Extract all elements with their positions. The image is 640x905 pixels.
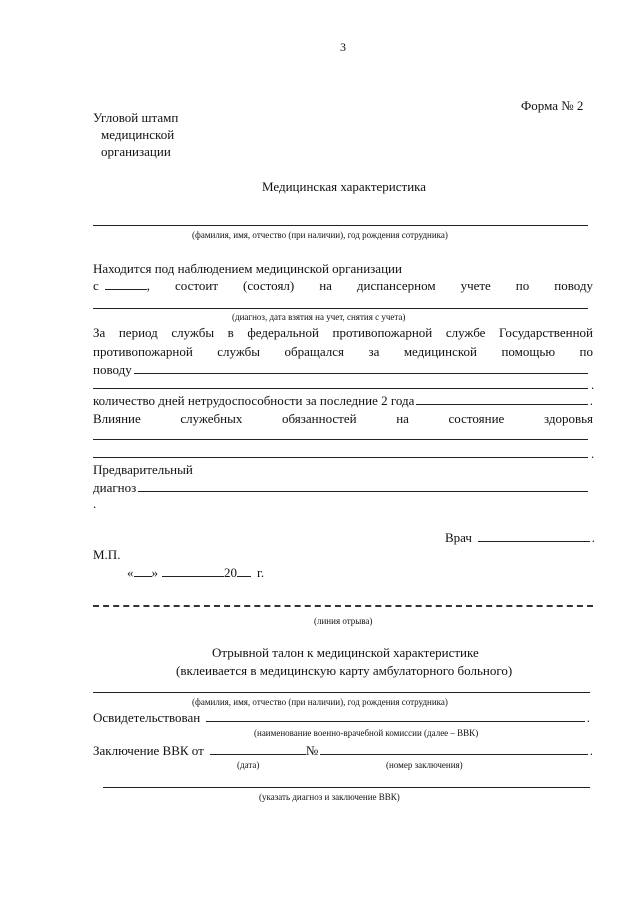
word: помощью	[501, 344, 556, 359]
since-words	[175, 279, 593, 292]
word: противопожарной	[332, 325, 433, 340]
vvk-number-field[interactable]	[320, 754, 588, 755]
doctor-signature-field[interactable]	[478, 541, 590, 542]
word: здоровья	[543, 411, 593, 426]
month-field[interactable]	[162, 576, 224, 577]
word: обращался	[284, 344, 344, 359]
word: учете	[460, 278, 491, 293]
prelim-label-1: Предварительный	[93, 462, 193, 477]
doctor-row: Врач .	[445, 530, 595, 545]
mp-label: М.П.	[93, 547, 121, 562]
year-suffix: г.	[257, 565, 265, 580]
date-row	[127, 566, 277, 579]
doctor-label: Врач	[445, 530, 472, 545]
influence-line	[93, 412, 593, 425]
examined-row: Освидетельствован .	[93, 710, 590, 725]
word: службы	[217, 344, 260, 359]
word: За	[93, 325, 106, 340]
stub-title-1: Отрывной талон к медицинской характеристике	[212, 645, 479, 660]
caption-commission: (наименование военно-врачебной комиссии (далее – ВВК)	[254, 728, 479, 738]
form-label: Форма № 2	[521, 98, 584, 113]
quote-close: »	[151, 565, 158, 580]
since-prefix: с	[93, 278, 99, 293]
reason-field-2[interactable]	[93, 388, 588, 389]
caption-diagnosis: (диагноз, дата взятия на учет, снятия с учета)	[232, 312, 406, 322]
stub-title-2: (вклеивается в медицинскую карту амбулаторного больного)	[176, 663, 513, 678]
word: по	[579, 344, 593, 359]
word: диспансерном	[356, 278, 436, 293]
word: на	[319, 278, 332, 293]
caption-tear-line: (линия отрыва)	[314, 616, 373, 626]
year-field[interactable]	[237, 576, 251, 577]
caption-final: (указать диагноз и заключение ВВК)	[259, 792, 400, 802]
word: по	[515, 278, 530, 293]
prelim-row	[93, 481, 590, 494]
word: обязанностей	[281, 411, 357, 426]
word: на	[396, 411, 409, 426]
word: в	[227, 325, 234, 340]
vvk-label: Заключение ВВК от	[93, 743, 204, 758]
word: федеральной	[247, 325, 319, 340]
since-row: с ,	[93, 278, 151, 293]
fio-field[interactable]	[93, 225, 588, 226]
quote-open: «	[127, 565, 134, 580]
word: состоит	[175, 278, 219, 293]
word: медицинской	[403, 344, 477, 359]
sick-days-row: количество дней нетрудоспособности за последние 2 года .	[93, 393, 593, 408]
reason-field[interactable]	[134, 373, 588, 374]
observation-text: Находится под наблюдением медицинской организации	[93, 261, 402, 276]
final-field[interactable]	[103, 787, 590, 788]
page-number: 3	[340, 40, 346, 54]
influence-field-1[interactable]	[93, 439, 588, 440]
influence-field-2[interactable]	[93, 457, 588, 458]
commission-field[interactable]	[206, 721, 585, 722]
word: служебных	[180, 411, 243, 426]
stub-fio-field[interactable]	[93, 692, 590, 693]
word: службы	[171, 325, 215, 340]
word: Влияние	[93, 411, 141, 426]
stamp-line-3: организации	[101, 144, 171, 159]
examined-label: Освидетельствован	[93, 710, 201, 725]
stamp-line-2: медицинской	[101, 127, 175, 142]
service-line-1	[93, 326, 593, 339]
word: Государственной	[498, 325, 593, 340]
word: период	[118, 325, 158, 340]
reason-label: поводу	[93, 362, 132, 377]
vvk-date-field[interactable]	[210, 754, 306, 755]
document-title: Медицинская характеристика	[262, 179, 427, 194]
word: поводу	[554, 278, 593, 293]
sick-days-label: количество дней нетрудоспособности за последние 2 года	[93, 393, 415, 408]
service-line-2	[93, 345, 593, 358]
vvk-row: Заключение ВВК от № .	[93, 743, 593, 758]
sick-days-field[interactable]	[416, 404, 587, 405]
reason-row	[93, 363, 590, 376]
caption-stub-fio: (фамилия, имя, отчество (при наличии), год рождения сотрудника)	[192, 697, 448, 707]
caption-fio: (фамилия, имя, отчество (при наличии), год рождения сотрудника)	[192, 230, 448, 240]
tear-line	[93, 605, 593, 607]
since-date-field[interactable]	[105, 289, 147, 290]
prelim-label-2: диагноз	[93, 480, 137, 495]
diagnosis-field[interactable]	[93, 308, 588, 309]
word: состояние	[448, 411, 505, 426]
word: (состоял)	[242, 278, 295, 293]
number-sign: №	[305, 743, 319, 758]
stamp-line-1: Угловой штамп	[93, 110, 179, 125]
prelim-diagnosis-field[interactable]	[138, 491, 588, 492]
word: службе	[445, 325, 486, 340]
year-prefix: 20	[224, 565, 237, 580]
caption-number: (номер заключения)	[386, 760, 463, 770]
caption-date: (дата)	[237, 760, 260, 770]
word: за	[368, 344, 380, 359]
day-field[interactable]	[134, 576, 152, 577]
word: противопожарной	[93, 344, 193, 359]
